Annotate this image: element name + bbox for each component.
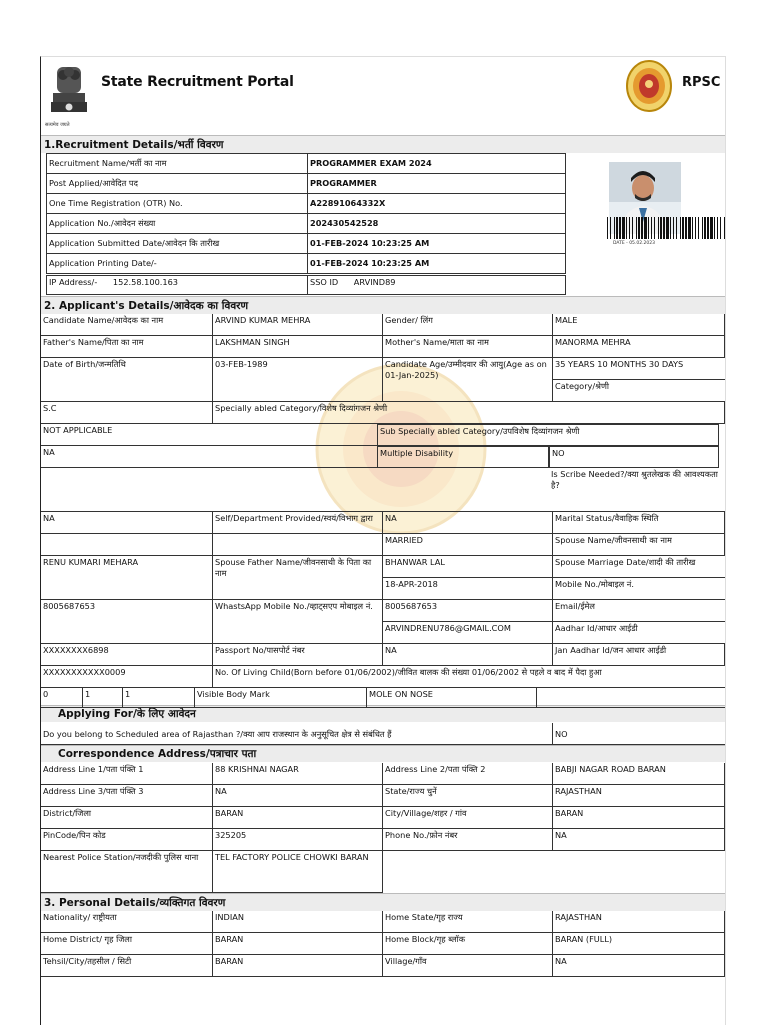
recruitment-label: One Time Registration (OTR) No. bbox=[46, 193, 308, 214]
state-label: State/राज्य चुनें bbox=[383, 785, 553, 807]
spouse-father-value: BHANWAR LAL bbox=[383, 556, 553, 578]
ip-value: 152.58.100.163 bbox=[112, 277, 179, 287]
multiple-disability-value: NO bbox=[549, 446, 719, 468]
recruitment-label: Application No./आवेदन संख्या bbox=[46, 213, 308, 234]
police-station-label: Nearest Police Station/नजदीकी पुलिस थाना bbox=[41, 851, 213, 893]
tehsil-label: Tehsil/City/तहसील / सिटी bbox=[41, 955, 213, 977]
rpsc-logo-icon bbox=[625, 59, 673, 113]
home-state-label: Home State/गृह राज्य bbox=[383, 911, 553, 933]
emblem-caption: सत्यमेव जयते bbox=[45, 122, 70, 128]
email-label: Email/ईमेल bbox=[553, 600, 725, 622]
ip-cell bbox=[46, 275, 308, 295]
barcode-bar bbox=[714, 217, 715, 239]
barcode-bar bbox=[666, 217, 669, 239]
barcode-bar bbox=[670, 217, 671, 239]
barcode-bar bbox=[685, 217, 687, 239]
barcode-bar bbox=[682, 217, 684, 239]
barcode-bar bbox=[622, 217, 625, 239]
barcode-icon bbox=[607, 217, 725, 243]
age-value: 35 YEARS 10 MONTHS 30 DAYS bbox=[553, 358, 725, 380]
home-district-value: BARAN bbox=[213, 933, 383, 955]
pincode-label: PinCode/पिन कोड bbox=[41, 829, 213, 851]
police-station-value: TEL FACTORY POLICE CHOWKI BARAN bbox=[213, 851, 383, 893]
special-category-value: NOT APPLICABLE bbox=[41, 424, 377, 446]
aadhar-value: XXXXXXXX6898 bbox=[41, 644, 213, 666]
barcode-bar bbox=[702, 217, 703, 239]
child-count: 1 bbox=[123, 688, 195, 708]
ip-label: IP Address/- bbox=[49, 277, 98, 287]
marriage-date-value: 18-APR-2018 bbox=[383, 578, 553, 600]
recruitment-label: Recruitment Name/भर्ती का नाम bbox=[46, 153, 308, 174]
barcode-bar bbox=[680, 217, 681, 239]
barcode-bar bbox=[658, 217, 659, 239]
barcode-bar bbox=[717, 217, 718, 239]
mobile-value: 8005687653 bbox=[41, 600, 213, 644]
home-district-label: Home District/ गृह जिला bbox=[41, 933, 213, 955]
body-mark-label: Visible Body Mark bbox=[195, 688, 367, 708]
sso-label: SSO ID bbox=[310, 277, 339, 287]
barcode-bar bbox=[651, 217, 652, 239]
section-recruitment-details: 1.Recruitment Details/भर्ती विवरण bbox=[41, 135, 725, 153]
email-value: ARVINDRENU786@GMAIL.COM bbox=[383, 622, 553, 644]
scribe-value: NA bbox=[41, 512, 213, 534]
barcode-bar bbox=[636, 217, 637, 239]
aadhar-label: Aadhar Id/आधार आईडी bbox=[553, 622, 725, 644]
candidate-name-value: ARVIND KUMAR MEHRA bbox=[213, 314, 383, 336]
barcode-bar bbox=[695, 217, 696, 239]
home-block-value: BARAN (FULL) bbox=[553, 933, 725, 955]
recruitment-value: PROGRAMMER bbox=[307, 173, 566, 194]
section-correspondence-address: Correspondence Address/पत्राचार पता bbox=[41, 745, 725, 762]
section-personal-details: 3. Personal Details/व्यक्तिगत विवरण bbox=[41, 893, 725, 911]
mother-name-label: Mother's Name/माता का नाम bbox=[383, 336, 553, 358]
mother-name-value: MANORMA MEHRA bbox=[553, 336, 725, 358]
barcode-bar bbox=[619, 217, 621, 239]
pincode-value: 325205 bbox=[213, 829, 383, 851]
gender-value: MALE bbox=[553, 314, 725, 336]
barcode-bar bbox=[610, 217, 611, 239]
recruitment-value: 01-FEB-2024 10:23:25 AM bbox=[307, 233, 566, 254]
passport-label: Passport No/पासपोर्ट नंबर bbox=[213, 644, 383, 666]
barcode-bar bbox=[704, 217, 706, 239]
barcode-bar bbox=[616, 217, 618, 239]
city-label: City/Village/शहर / गांव bbox=[383, 807, 553, 829]
tehsil-value: BARAN bbox=[213, 955, 383, 977]
children-label: No. Of Living Child(Born before 01/06/2002)/जीवित बालक की संख्या 01/06/2002 से पहले व बाद में पैदा हुआ bbox=[213, 666, 725, 688]
section-applying-for: Applying For/के लिए आवेदन bbox=[41, 705, 725, 722]
blank-cell bbox=[41, 534, 213, 556]
recruitment-value: 01-FEB-2024 10:23:25 AM bbox=[307, 253, 566, 274]
marriage-date-label: Spouse Marriage Date/शादी की तारीख bbox=[553, 556, 725, 578]
barcode-bar bbox=[692, 217, 693, 239]
state-value: RAJASTHAN bbox=[553, 785, 725, 807]
national-emblem-icon bbox=[47, 61, 91, 123]
marital-label: Marital Status/वैवाहिक स्थिति bbox=[553, 512, 725, 534]
barcode-bar bbox=[698, 217, 699, 239]
city-value: BARAN bbox=[553, 807, 725, 829]
address-line3-label: Address Line 3/पता पंक्ति 3 bbox=[41, 785, 213, 807]
barcode-bar bbox=[638, 217, 640, 239]
barcode-bar bbox=[614, 217, 615, 239]
section-applicant-details: 2. Applicant's Details/आवेदक का विवरण bbox=[41, 296, 725, 314]
barcode-bar bbox=[654, 217, 655, 239]
form-header bbox=[41, 57, 725, 135]
nationality-value: INDIAN bbox=[213, 911, 383, 933]
address-line1-value: 88 KRISHNAI NAGAR bbox=[213, 763, 383, 785]
father-name-label: Father's Name/पिता का नाम bbox=[41, 336, 213, 358]
father-name-value: LAKSHMAN SINGH bbox=[213, 336, 383, 358]
home-block-label: Home Block/गृह ब्लॉक bbox=[383, 933, 553, 955]
scribe-blank bbox=[41, 468, 549, 512]
age-label: Candidate Age/उम्मीदवार की आयु(Age as on 01-Jan-2025) bbox=[383, 358, 553, 402]
barcode-bar bbox=[632, 217, 633, 239]
mobile-label: Mobile No./मोबाइल नं. bbox=[553, 578, 725, 600]
whatsapp-label: WhastsApp Mobile No./व्हाट्सएप मोबाइल नं. bbox=[213, 600, 383, 644]
nationality-label: Nationality/ राष्ट्रीयता bbox=[41, 911, 213, 933]
self-dept-label: Self/Department Provided/स्वयं/विभाग द्वारा bbox=[213, 512, 383, 534]
recruitment-label: Application Printing Date/- bbox=[46, 253, 308, 274]
home-state-value: RAJASTHAN bbox=[553, 911, 725, 933]
barcode-bar bbox=[648, 217, 649, 239]
village-label: Village/गाँव bbox=[383, 955, 553, 977]
barcode-bar bbox=[710, 217, 713, 239]
scheduled-area-value: NO bbox=[553, 723, 725, 745]
candidate-name-label: Candidate Name/आवेदक का नाम bbox=[41, 314, 213, 336]
dob-value: 03-FEB-1989 bbox=[213, 358, 383, 402]
body-mark-value: MOLE ON NOSE bbox=[367, 688, 537, 708]
barcode-bar bbox=[660, 217, 662, 239]
spouse-father-label: Spouse Father Name/जीवनसाथी के पिता का नाम bbox=[213, 556, 383, 600]
phone-value: NA bbox=[553, 829, 725, 851]
address-line1-label: Address Line 1/पता पंक्ति 1 bbox=[41, 763, 213, 785]
self-dept-value: NA bbox=[383, 512, 553, 534]
marital-value: MARRIED bbox=[383, 534, 553, 556]
rpsc-label: RPSC bbox=[682, 75, 721, 90]
address-line3-value: NA bbox=[213, 785, 383, 807]
barcode-bar bbox=[707, 217, 709, 239]
jan-aadhar-value: XXXXXXXXXXX0009 bbox=[41, 666, 213, 688]
scheduled-area-label: Do you belong to Scheduled area of Rajasthan ?/क्या आप राजस्थान के अनुसूचित क्षेत्र से संबंधित हैं bbox=[41, 723, 553, 745]
address-line2-value: BABJI NAGAR ROAD BARAN bbox=[553, 763, 725, 785]
scribe-label: Is Scribe Needed?/क्या श्रुतलेखक की आवश्यकता है? bbox=[549, 468, 725, 512]
photo-date: DATE - 05.02.2023 bbox=[613, 241, 655, 246]
portal-title: State Recruitment Portal bbox=[101, 74, 294, 90]
barcode-bar bbox=[663, 217, 665, 239]
gender-label: Gender/ लिंग bbox=[383, 314, 553, 336]
spouse-label: Spouse Name/जीवनसाथी का नाम bbox=[553, 534, 725, 556]
sub-special-label: Sub Specially abled Category/उपविशेष दिव्यांगजन श्रेणी bbox=[377, 424, 719, 446]
barcode-bar bbox=[607, 217, 608, 239]
recruitment-value: A22891064332X bbox=[307, 193, 566, 214]
village-value: NA bbox=[553, 955, 725, 977]
district-value: BARAN bbox=[213, 807, 383, 829]
district-label: District/जिला bbox=[41, 807, 213, 829]
address-line2-label: Address Line 2/पता पंक्ति 2 bbox=[383, 763, 553, 785]
passport-value: NA bbox=[383, 644, 553, 666]
recruitment-value: 202430542528 bbox=[307, 213, 566, 234]
spouse-value: RENU KUMARI MEHARA bbox=[41, 556, 213, 600]
child-count: 0 bbox=[41, 688, 83, 708]
sub-special-value: NA bbox=[41, 446, 377, 468]
category-label: Category/श्रेणी bbox=[553, 380, 725, 402]
barcode-bar bbox=[644, 217, 647, 239]
sso-value: ARVIND89 bbox=[353, 277, 396, 287]
application-form bbox=[40, 56, 726, 1025]
special-category-label: Specially abled Category/विशेष दिव्यांगजन श्रेणी bbox=[213, 402, 725, 424]
category-value: S.C bbox=[41, 402, 213, 424]
multiple-disability-label: Multiple Disability bbox=[377, 446, 549, 468]
whatsapp-value: 8005687653 bbox=[383, 600, 553, 622]
blank-cell bbox=[537, 688, 725, 708]
barcode-bar bbox=[629, 217, 630, 239]
barcode-bar bbox=[676, 217, 677, 239]
barcode-bar bbox=[720, 217, 721, 239]
blank-cell bbox=[213, 534, 383, 556]
dob-label: Date of Birth/जन्मतिथि bbox=[41, 358, 213, 402]
barcode-bar bbox=[626, 217, 627, 239]
barcode-bar bbox=[688, 217, 691, 239]
child-count: 1 bbox=[83, 688, 123, 708]
sso-cell bbox=[307, 275, 566, 295]
recruitment-value: PROGRAMMER EXAM 2024 bbox=[307, 153, 566, 174]
barcode-bar bbox=[641, 217, 643, 239]
jan-aadhar-label: Jan Aadhar Id/जन आधार आईडी bbox=[553, 644, 725, 666]
recruitment-label: Application Submitted Date/आवेदन कि तारीख bbox=[46, 233, 308, 254]
barcode-bar bbox=[724, 217, 725, 239]
recruitment-label: Post Applied/आवेदित पद bbox=[46, 173, 308, 194]
barcode-bar bbox=[673, 217, 674, 239]
phone-label: Phone No./फ़ोन नंबर bbox=[383, 829, 553, 851]
